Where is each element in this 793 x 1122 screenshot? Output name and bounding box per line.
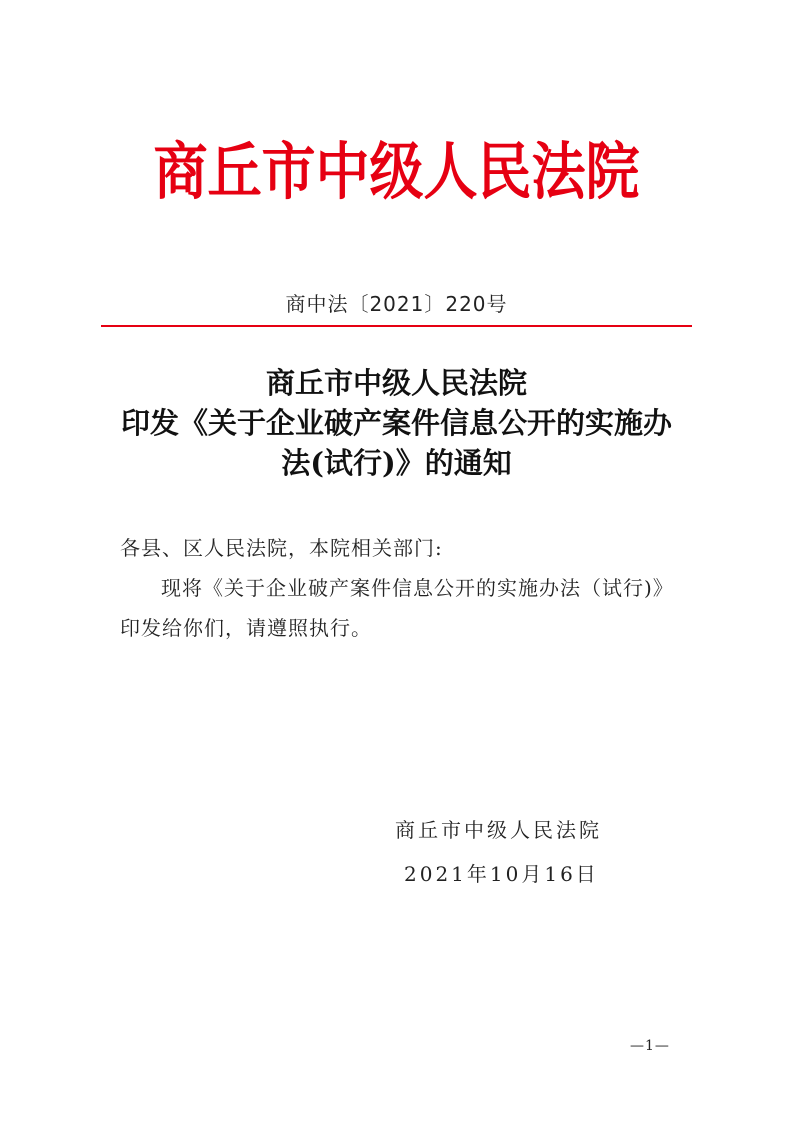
title-line-2: 印发《关于企业破产案件信息公开的实施办 [120, 406, 672, 440]
signature-issuer: 商丘市中级人民法院 [395, 818, 602, 842]
masthead-issuer: 商丘市中级人民法院 [153, 134, 640, 208]
title-line-3: 法(试行)》的通知 [281, 446, 512, 480]
red-divider [101, 325, 692, 327]
signature-date: 2021年10月16日 [404, 862, 599, 886]
document-title [0, 363, 793, 483]
salutation: 各县、区人民法院，本院相关部门: [120, 536, 443, 560]
document-number: 商中法〔2021〕220号 [285, 292, 508, 316]
paragraph-line-2: 印发给你们，请遵照执行。 [120, 616, 372, 640]
paragraph-line-1: 现将《关于企业破产案件信息公开的实施办法（试行)》 [161, 576, 674, 600]
title-line-1: 商丘市中级人民法院 [265, 366, 527, 400]
page-number: —1— [630, 1038, 670, 1054]
